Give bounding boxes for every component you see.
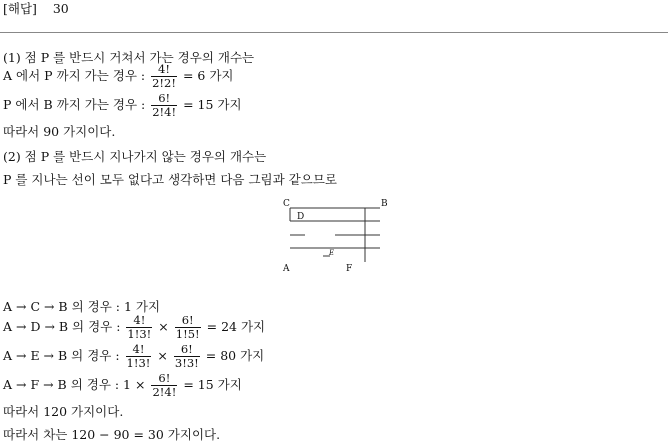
adb-denominator-1: 1!3! — [127, 327, 152, 341]
point-c-label: C — [283, 199, 290, 209]
answer-tag: [해답] — [3, 1, 37, 16]
part2-title: (2) 점 P 를 반드시 지나가지 않는 경우의 개수는 — [3, 149, 267, 164]
point-d-label: D — [297, 212, 305, 222]
aeb-prefix: A → E → B 의 경우 : — [3, 348, 120, 363]
pb-prefix: P 에서 B 까지 가는 경우 : — [3, 97, 146, 112]
ap-numerator: 4! — [151, 63, 177, 77]
adb-suffix: = 24 가지 — [206, 319, 266, 334]
ap-suffix: = 6 가지 — [182, 68, 234, 83]
aeb-denominator-2: 3!3! — [174, 356, 199, 370]
ap-denominator: 2!2! — [152, 76, 176, 90]
afb-denominator: 2!4! — [152, 385, 177, 399]
final-answer: 따라서 차는 120 − 90 = 30 가지이다. — [3, 427, 221, 442]
adb-prefix: A → D → B 의 경우 : — [3, 319, 121, 334]
pb-suffix: = 15 가지 — [183, 97, 242, 112]
part1-conclusion: 따라서 90 가지이다. — [3, 124, 116, 139]
pb-numerator: 6! — [151, 92, 177, 106]
aeb-times: × — [157, 348, 168, 363]
point-e-label: E — [329, 249, 335, 257]
adb-denominator-2: 1!5! — [175, 327, 200, 341]
adb-numerator-2: 6! — [175, 314, 201, 328]
part2-conclusion: 따라서 120 가지이다. — [3, 404, 124, 419]
acb-line: A → C → B 의 경우 : 1 가지 — [3, 299, 161, 314]
afb-prefix: A → F → B 의 경우 : 1 × — [3, 377, 146, 392]
adb-fraction-1 — [126, 314, 152, 341]
aeb-fraction-1 — [126, 343, 152, 370]
adb-fraction-2 — [175, 314, 201, 341]
aeb-fraction-2 — [174, 343, 200, 370]
ap-prefix: A 에서 P 까지 가는 경우 : — [3, 68, 146, 83]
part1-title: (1) 점 P 를 반드시 거쳐서 가는 경우의 개수는 — [3, 50, 255, 65]
point-b-label: B — [381, 199, 388, 209]
aeb-denominator-1: 1!3! — [126, 356, 151, 370]
adb-line — [3, 314, 265, 341]
answer-value: 30 — [52, 1, 69, 16]
afb-numerator: 6! — [151, 372, 177, 386]
afb-fraction — [151, 372, 177, 399]
afb-line — [3, 372, 242, 399]
pb-denominator: 2!4! — [152, 105, 177, 119]
part2-note: P 를 지나는 선이 모두 없다고 생각하면 다음 그림과 같으므로 — [3, 172, 337, 187]
aeb-suffix: = 80 가지 — [205, 348, 265, 363]
adb-numerator-1: 4! — [126, 314, 152, 328]
adb-times: × — [158, 319, 169, 334]
aeb-line — [3, 343, 264, 370]
point-f-label: F — [346, 264, 353, 274]
point-a-label: A — [283, 264, 290, 274]
aeb-numerator-1: 4! — [126, 343, 152, 357]
afb-suffix: = 15 가지 — [183, 377, 242, 392]
aeb-numerator-2: 6! — [174, 343, 200, 357]
